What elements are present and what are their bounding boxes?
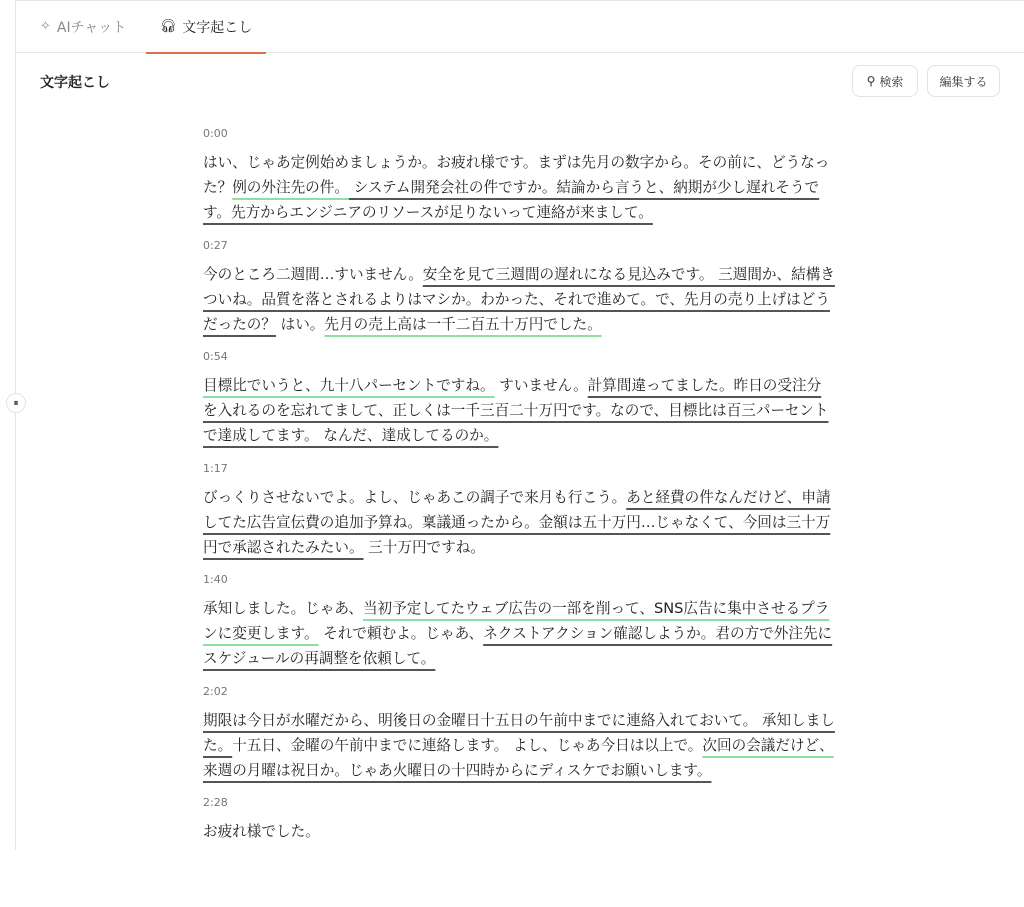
transcript-text (203, 596, 835, 671)
timestamp[interactable]: 2:28 (203, 796, 228, 809)
search-icon: ⚲ (866, 74, 876, 88)
edit-label: 編集する (939, 74, 988, 89)
panel-resize-handle[interactable] (6, 393, 26, 413)
transcript-block (203, 349, 835, 461)
text-segment: 十五日、金曜の午前中までに連絡します。 よし、じゃあ今日は以上で。 (232, 736, 703, 754)
page-title: 文字起こし (40, 75, 110, 91)
highlighted-segment-gray: 来週の月曜は祝日か。じゃあ火曜日の十四時からにディスケでお願いします。 (203, 761, 712, 779)
transcript-text (203, 150, 835, 225)
transcript-list (203, 126, 835, 907)
edit-button[interactable] (927, 65, 1000, 97)
timestamp[interactable]: 1:40 (203, 573, 228, 586)
text-segment: すいません。 (494, 377, 588, 394)
text-segment: 三十万円ですね。 (363, 538, 485, 556)
transcript-text (203, 373, 835, 448)
transcript-block (203, 572, 835, 684)
headphones-icon: 🎧︎ (159, 19, 177, 34)
highlighted-segment-green: 先月の売上高は一千二百五十万円でした。 (324, 315, 602, 333)
magic-wand-icon: ✧ (40, 19, 51, 34)
text-segment: 今のところ二週間…すいません。 (203, 265, 423, 283)
text-segment: それで頼むよ。じゃあ、 (318, 625, 484, 642)
transcript-text (203, 819, 835, 844)
highlighted-segment-gray: ネクストアクション確認しようか。君の方で外注先にスケジュールの再調整を依頼して。 (203, 625, 833, 667)
search-button[interactable] (852, 65, 918, 97)
tab-label: 文字起こし (182, 19, 253, 36)
tab-ai-chat[interactable] (40, 0, 126, 53)
panel-divider (15, 0, 16, 850)
text-segment: はい、じゃあ定例始めましょうか。お疲れ様です。まずは先月の数字から。その前に、どうなった？ (203, 154, 830, 196)
timestamp[interactable]: 1:17 (203, 461, 228, 475)
transcript-block (203, 126, 835, 238)
tab-label: AIチャット (56, 19, 127, 36)
transcript-text (203, 708, 835, 783)
timestamp[interactable]: 0:54 (203, 350, 228, 363)
highlighted-segment-green: 例の外注先の件。 (232, 179, 349, 196)
highlighted-segment-gray: システム開発会社の件ですか。結論から言うと、納期が少し遅れそうです。先方からエンジニアのリソースが足りないって連絡が来まして。 (203, 179, 820, 221)
tab-transcription[interactable] (146, 0, 266, 53)
tab-bar (16, 0, 1024, 53)
text-segment: びっくりさせないでよ。よし、じゃあこの調子で来月も行こう。 (203, 488, 627, 506)
transcript-text (203, 485, 835, 560)
text-segment: はい。 (275, 315, 325, 333)
highlighted-segment-green: 目標比でいうと、九十八パーセントですね。 (203, 377, 495, 394)
text-segment: お疲れ様でした。 (203, 823, 320, 840)
timestamp[interactable]: 2:02 (203, 684, 228, 698)
timestamp[interactable]: 0:27 (203, 238, 228, 252)
highlighted-segment-gray: 計算間違ってました。昨日の受注分を入れるのを忘れてまして、正しくは一千三百二十万円です。なので、目標比は百三パーセントで達成してます。 なんだ、達成してるのか。 (203, 377, 829, 444)
pause-icon: ⏸︎ (13, 397, 19, 409)
transcript-block (203, 684, 835, 796)
text-segment: 承知しました。じゃあ、 (203, 600, 363, 617)
transcript-block (203, 461, 835, 573)
highlighted-segment-gray: 安全を見て三週間の遅れになる見込みです。 三週間か、結構きついね。品質を落とされるよりはマシか。わかった、それで進めて。で、先月の売り上げはどうだったの？ (203, 265, 835, 333)
transcript-text (203, 262, 835, 337)
transcript-block (203, 795, 835, 907)
timestamp[interactable]: 0:00 (203, 127, 228, 140)
highlighted-segment-green: 当初予定してたウェブ広告の一部を削って、SNS広告に集中させるプランに変更します。 (203, 600, 830, 642)
highlighted-segment-gray: あと経費の件なんだけど、申請してた広告宣伝費の追加予算ね。稟議通ったから。金額は五十万円…じゃなくて、今回は三十万円で承認されたみたい。 (203, 488, 831, 556)
transcript-block (203, 238, 835, 350)
highlighted-segment-gray: 期限は今日が水曜だから、明後日の金曜日十五日の午前中までに連絡入れておいて。 承知しました。 (203, 711, 835, 754)
search-label: 検索 (879, 74, 904, 89)
highlighted-segment-green: 次回の会議だけど、 (702, 736, 834, 754)
